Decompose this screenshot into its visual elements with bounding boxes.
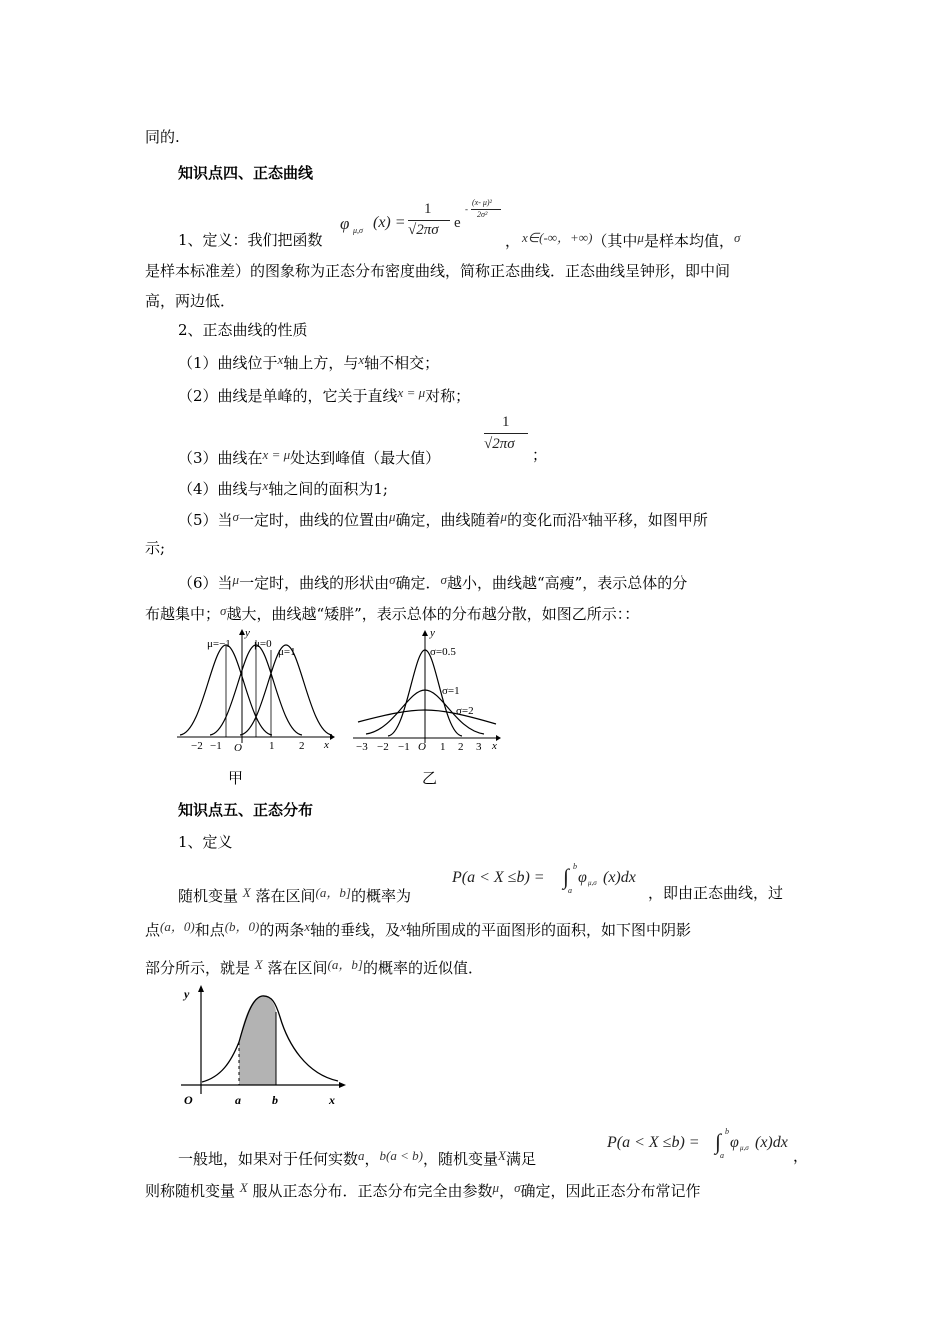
property-5: （5）当σ一定时，曲线的位置由μ确定，曲线随着μ的变化而沿x轴平移，如图甲所 [178, 509, 708, 529]
shaded-region [239, 996, 276, 1085]
fraction-bar [408, 220, 450, 221]
domain-expression: x∈(-∞，+∞) [522, 230, 593, 245]
tick-label: −2 [377, 741, 389, 753]
text-line: 1、定义：我们把函数 [178, 231, 323, 249]
x-axis-label: x [324, 739, 329, 751]
property-4: （4）曲线与x轴之间的面积为1; [178, 478, 388, 498]
text-line: 示; [145, 539, 166, 557]
property-3: （3）曲线在x = μ处达到峰值（最大值） [178, 447, 441, 467]
label-sigma-2: σ=2 [456, 705, 474, 717]
exponent-denominator: 2σ² [477, 210, 488, 219]
tick-label: 1 [269, 740, 275, 752]
phi-symbol: φ [340, 214, 350, 233]
fraction-numerator: 1 [424, 201, 432, 217]
tick-label: −3 [356, 741, 368, 753]
text-line: 是样本标准差）的图象称为正态分布密度曲线，简称正态曲线．正态曲线呈钟形，即中间 [145, 262, 731, 280]
density-formula: φ μ,σ (x) = 1 √2πσ e - (x- μ)² 2σ² [340, 200, 500, 248]
fraction-denominator: √2πσ [408, 222, 439, 238]
section-heading-5: 知识点五、正态分布 [178, 801, 314, 819]
peak-value-formula: 1 √2πσ [484, 414, 534, 458]
tick-label: −2 [191, 740, 203, 752]
text-line: 1、定义 [178, 833, 233, 851]
tick-label: −1 [398, 741, 410, 753]
figure-yi-graph [348, 628, 508, 753]
euler-e: e [454, 215, 461, 231]
y-axis-label: y [430, 628, 435, 639]
b-label: b [272, 1093, 278, 1107]
curve-mu-1 [240, 645, 332, 735]
probability-formula-2: P(a < X ≤b) = ∫ b a φ μ,σ (x)dx [607, 1127, 788, 1160]
y-axis-label: y [184, 987, 190, 1001]
text-line: 2、正态曲线的性质 [178, 321, 308, 339]
y-axis-label: y [245, 627, 250, 639]
text-line: ，即由正态曲线，过 [648, 884, 784, 902]
tick-label: 1 [440, 741, 446, 753]
figure-jia-graph [172, 625, 337, 755]
section-heading-4: 知识点四、正态曲线 [178, 164, 314, 182]
text-line: ， x∈(-∞，+∞)（其中μ是样本均值，σ [505, 230, 741, 250]
origin-label: O [234, 742, 242, 754]
text-line: ； [532, 446, 548, 464]
label-mu-1: μ=1 [278, 646, 296, 658]
tick-label: 3 [476, 741, 482, 753]
exponent-numerator: (x- μ)² [472, 198, 492, 207]
tick-label: −1 [210, 740, 222, 752]
general-line: 一般地，如果对于任何实数a，b(a < b)，随机变量X满足 [178, 1148, 536, 1168]
label-mu-neg1: μ=−1 [207, 638, 231, 650]
origin-label: O [184, 1093, 193, 1107]
origin-label: O [418, 741, 426, 753]
last-line: 则称随机变量 X 服从正态分布．正态分布完全由参数μ，σ确定，因此正态分布常记作 [145, 1180, 701, 1200]
interval: (a，b] [315, 885, 351, 900]
x-axis-label: x [329, 1093, 335, 1107]
x-axis-label: x [492, 740, 497, 752]
figure-caption-jia: 甲 [228, 769, 244, 787]
curve-sigma-2 [358, 710, 496, 724]
shaded-area-graph [176, 982, 351, 1107]
tick-label: 2 [458, 741, 464, 753]
property-6: （6）当μ一定时，曲线的形状由σ确定．σ越小，曲线越“高瘦”，表示总体的分 [178, 572, 688, 592]
points-line: 点(a，0)和点(b，0)的两条x轴的垂线，及x轴所围成的平面图形的面积，如下图中阴影 [145, 919, 691, 939]
probability-formula: P(a < X ≤b) = ∫ b a φ μ,σ (x)dx [452, 862, 636, 895]
property-2: （2）曲线是单峰的，它关于直线x = μ对称； [178, 385, 471, 405]
label-sigma-1: σ=1 [442, 685, 460, 697]
tick-label: 2 [299, 740, 305, 752]
text-line: 高，两边低． [145, 292, 236, 310]
figure-caption-yi: 乙 [422, 769, 438, 787]
text-line: 同的. [145, 128, 180, 146]
phi-argument: (x) = [373, 214, 406, 231]
part-line: 部分所示，就是 X 落在区间(a，b]的概率的近似值． [145, 957, 483, 977]
phi-subscript: μ,σ [353, 226, 363, 235]
property-1: （1）曲线位于x轴上方，与x轴不相交； [178, 352, 440, 372]
label-mu-0: μ=0 [254, 638, 272, 650]
label-sigma-0.5: σ=0.5 [430, 646, 456, 658]
text-line: ， [793, 1147, 809, 1165]
property-6-continued: 布越集中；σ越大，曲线越“矮胖”，表示总体的分布越分散，如图乙所示：： [145, 603, 640, 623]
a-label: a [235, 1093, 241, 1107]
random-variable-line: 随机变量 X 落在区间(a，b]的概率为 [178, 885, 411, 905]
